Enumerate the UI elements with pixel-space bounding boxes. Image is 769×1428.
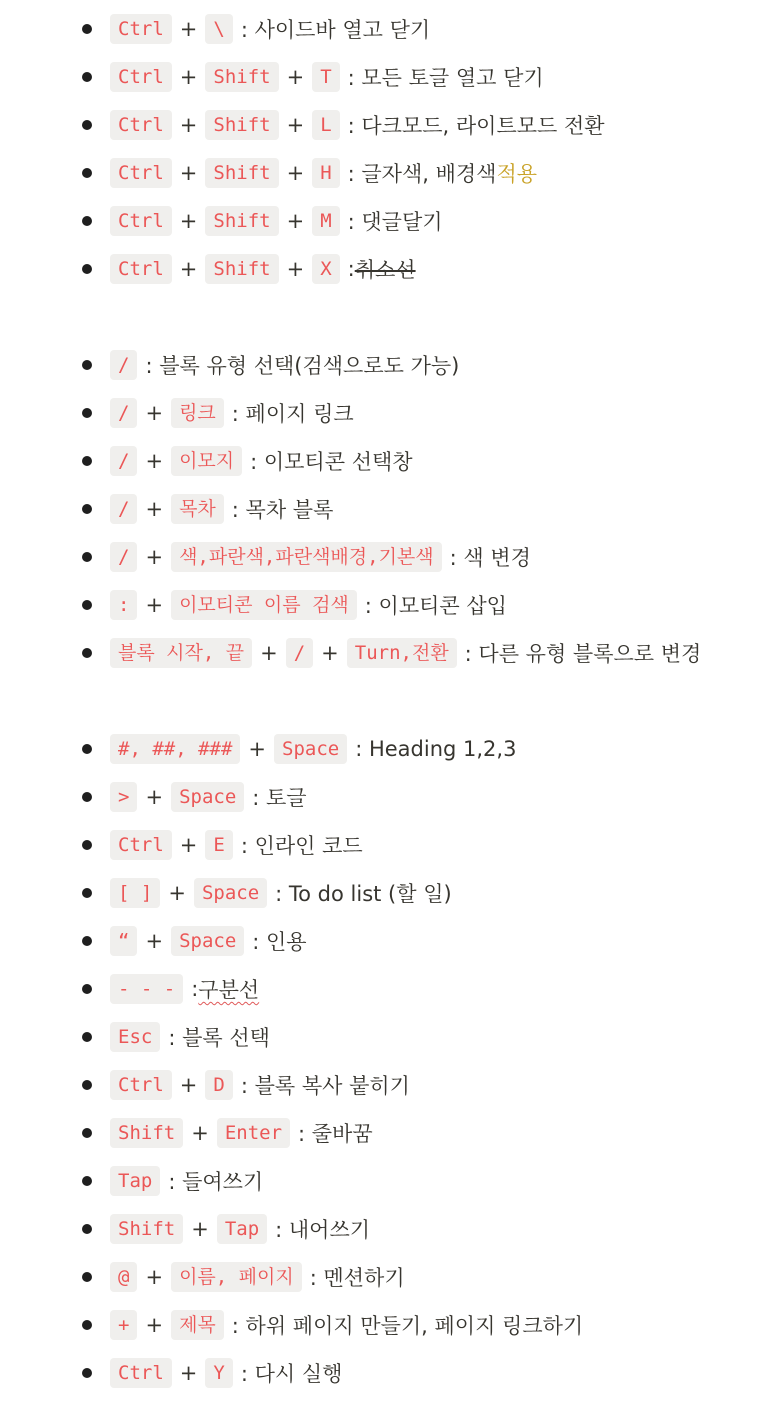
shortcut-description: : 다시 실행 bbox=[240, 1362, 343, 1386]
list-item bbox=[0, 629, 769, 677]
list-item bbox=[0, 821, 769, 869]
inline-code-key: Shift bbox=[205, 110, 278, 140]
inline-code-key: 링크 bbox=[171, 398, 224, 428]
inline-code-key: M bbox=[312, 206, 339, 236]
shortcut-description: : 모든 토글 열고 닫기 bbox=[347, 66, 544, 90]
list-item bbox=[0, 1205, 769, 1253]
list-item bbox=[0, 101, 769, 149]
list-item bbox=[0, 1301, 769, 1349]
inline-code-key: > bbox=[110, 782, 137, 812]
inline-code-key: / bbox=[110, 398, 137, 428]
plus-sign: + bbox=[168, 881, 186, 905]
inline-code-key: Ctrl bbox=[110, 158, 172, 188]
shortcut-description: : Heading 1,2,3 bbox=[355, 737, 517, 761]
plus-sign: + bbox=[179, 65, 198, 89]
plus-sign: + bbox=[321, 641, 339, 665]
list-item bbox=[0, 773, 769, 821]
group-spacer bbox=[0, 677, 769, 725]
inline-code-key: 목차 bbox=[171, 494, 224, 524]
inline-code-key: / bbox=[110, 542, 137, 572]
inline-code-key: Ctrl bbox=[110, 830, 172, 860]
inline-code-key: D bbox=[205, 1070, 232, 1100]
strikethrough-text: 취소선 bbox=[354, 258, 416, 282]
plus-sign: + bbox=[286, 161, 305, 185]
list-item bbox=[0, 245, 769, 293]
inline-code-key: [ ] bbox=[110, 878, 160, 908]
list-item bbox=[0, 725, 769, 773]
inline-code-key: Ctrl bbox=[110, 206, 172, 236]
shortcut-description: : To do list (할 일) bbox=[275, 882, 452, 906]
inline-code-key: 색,파란색,파란색배경,기본색 bbox=[171, 542, 442, 572]
plus-sign: + bbox=[145, 449, 164, 473]
inline-code-key: / bbox=[110, 350, 137, 380]
plus-sign: + bbox=[145, 1313, 164, 1337]
plus-sign: + bbox=[145, 545, 164, 569]
inline-code-key: T bbox=[312, 62, 339, 92]
inline-code-key: L bbox=[312, 110, 339, 140]
shortcut-description: : 댓글달기 bbox=[347, 210, 443, 234]
inline-code-key: 이모티콘 이름 검색 bbox=[171, 590, 357, 620]
inline-code-key: \ bbox=[205, 14, 232, 44]
list-item bbox=[0, 341, 769, 389]
list-item bbox=[0, 1061, 769, 1109]
plus-sign: + bbox=[179, 1073, 198, 1097]
highlighted-text: 적용 bbox=[496, 162, 538, 186]
inline-code-key: - - - bbox=[110, 974, 183, 1004]
list-item bbox=[0, 5, 769, 53]
shortcut-description: : bbox=[191, 977, 199, 1001]
list-item bbox=[0, 1253, 769, 1301]
inline-code-key: Y bbox=[205, 1358, 232, 1388]
shortcut-description: : 이모티콘 삽입 bbox=[364, 594, 507, 618]
inline-code-key: Space bbox=[274, 734, 347, 764]
plus-sign: + bbox=[248, 737, 266, 761]
list-item bbox=[0, 149, 769, 197]
plus-sign: + bbox=[145, 785, 164, 809]
inline-code-key: Ctrl bbox=[110, 1070, 172, 1100]
shortcut-description: : 다크모드, 라이트모드 전환 bbox=[347, 114, 605, 138]
plus-sign: + bbox=[145, 929, 164, 953]
inline-code-key: Ctrl bbox=[110, 62, 172, 92]
inline-code-key: Ctrl bbox=[110, 254, 172, 284]
inline-code-key: / bbox=[110, 494, 137, 524]
shortcut-group bbox=[0, 725, 769, 1397]
list-item bbox=[0, 1013, 769, 1061]
shortcut-description: : 멘션하기 bbox=[309, 1266, 405, 1290]
inline-code-key: Shift bbox=[205, 254, 278, 284]
plus-sign: + bbox=[179, 209, 198, 233]
inline-code-key: Space bbox=[171, 926, 244, 956]
shortcut-description: : 사이드바 열고 닫기 bbox=[240, 18, 431, 42]
plus-sign: + bbox=[179, 17, 198, 41]
shortcut-description: : 블록 유형 선택(검색으로도 가능) bbox=[145, 354, 460, 378]
plus-sign: + bbox=[145, 1265, 164, 1289]
shortcut-group bbox=[0, 341, 769, 677]
list-item bbox=[0, 197, 769, 245]
inline-code-key: X bbox=[312, 254, 339, 284]
plus-sign: + bbox=[191, 1217, 209, 1241]
list-item bbox=[0, 389, 769, 437]
shortcut-description: : 인라인 코드 bbox=[240, 834, 363, 858]
inline-code-key: Enter bbox=[217, 1118, 290, 1148]
list-item bbox=[0, 1349, 769, 1397]
inline-code-key: Ctrl bbox=[110, 110, 172, 140]
plus-sign: + bbox=[286, 113, 305, 137]
list-item bbox=[0, 917, 769, 965]
list-item bbox=[0, 581, 769, 629]
spellcheck-underlined-text: 구분선 bbox=[198, 978, 260, 1002]
shortcut-description: : 인용 bbox=[252, 930, 307, 954]
list-item bbox=[0, 533, 769, 581]
inline-code-key: / bbox=[286, 638, 313, 668]
inline-code-key: Esc bbox=[110, 1022, 160, 1052]
group-spacer bbox=[0, 293, 769, 341]
shortcut-description: : 들여쓰기 bbox=[168, 1170, 264, 1194]
list-item bbox=[0, 1109, 769, 1157]
shortcut-description: : 다른 유형 블록으로 변경 bbox=[464, 642, 702, 666]
plus-sign: + bbox=[145, 401, 164, 425]
inline-code-key: Shift bbox=[110, 1214, 183, 1244]
inline-code-key: 블록 시작, 끝 bbox=[110, 638, 252, 668]
plus-sign: + bbox=[179, 257, 198, 281]
list-item bbox=[0, 1157, 769, 1205]
inline-code-key: 이름, 페이지 bbox=[171, 1262, 302, 1292]
inline-code-key: Turn,전환 bbox=[347, 638, 457, 668]
plus-sign: + bbox=[260, 641, 278, 665]
inline-code-key: “ bbox=[110, 926, 137, 956]
inline-code-key: Shift bbox=[205, 206, 278, 236]
list-item bbox=[0, 53, 769, 101]
list-item bbox=[0, 437, 769, 485]
inline-code-key: + bbox=[110, 1310, 137, 1340]
inline-code-key: Space bbox=[194, 878, 267, 908]
inline-code-key: 제목 bbox=[171, 1310, 224, 1340]
plus-sign: + bbox=[286, 65, 305, 89]
shortcut-description: : 내어쓰기 bbox=[275, 1218, 371, 1242]
inline-code-key: 이모지 bbox=[171, 446, 242, 476]
plus-sign: + bbox=[145, 593, 164, 617]
list-item bbox=[0, 869, 769, 917]
plus-sign: + bbox=[179, 113, 198, 137]
plus-sign: + bbox=[179, 833, 198, 857]
shortcut-description: : 이모티콘 선택창 bbox=[250, 450, 413, 474]
inline-code-key: #, ##, ### bbox=[110, 734, 240, 764]
shortcut-description: : 토글 bbox=[252, 786, 307, 810]
shortcut-description: : 하위 페이지 만들기, 페이지 링크하기 bbox=[231, 1314, 584, 1338]
shortcut-description: : bbox=[347, 257, 355, 281]
inline-code-key: / bbox=[110, 446, 137, 476]
inline-code-key: Shift bbox=[205, 62, 278, 92]
shortcut-group bbox=[0, 5, 769, 293]
inline-code-key: Ctrl bbox=[110, 1358, 172, 1388]
plus-sign: + bbox=[179, 161, 198, 185]
shortcut-description: : 목차 블록 bbox=[231, 498, 334, 522]
inline-code-key: Tap bbox=[110, 1166, 160, 1196]
shortcut-description: : 페이지 링크 bbox=[231, 402, 354, 426]
shortcut-description: : 블록 복사 붙히기 bbox=[240, 1074, 410, 1098]
inline-code-key: Ctrl bbox=[110, 14, 172, 44]
shortcut-description: : 색 변경 bbox=[449, 546, 531, 570]
shortcut-description: : 블록 선택 bbox=[168, 1026, 270, 1050]
plus-sign: + bbox=[286, 209, 305, 233]
plus-sign: + bbox=[145, 497, 164, 521]
shortcut-description: : 글자색, 배경색 bbox=[347, 162, 497, 186]
shortcut-description: : 줄바꿈 bbox=[298, 1122, 373, 1146]
inline-code-key: Tap bbox=[217, 1214, 267, 1244]
plus-sign: + bbox=[286, 257, 305, 281]
inline-code-key: Space bbox=[171, 782, 244, 812]
inline-code-key: H bbox=[312, 158, 339, 188]
inline-code-key: Shift bbox=[110, 1118, 183, 1148]
list-item bbox=[0, 485, 769, 533]
inline-code-key: E bbox=[205, 830, 232, 860]
list-item bbox=[0, 965, 769, 1013]
inline-code-key: Shift bbox=[205, 158, 278, 188]
inline-code-key: : bbox=[110, 590, 137, 620]
plus-sign: + bbox=[179, 1361, 198, 1385]
plus-sign: + bbox=[191, 1121, 209, 1145]
inline-code-key: @ bbox=[110, 1262, 137, 1292]
